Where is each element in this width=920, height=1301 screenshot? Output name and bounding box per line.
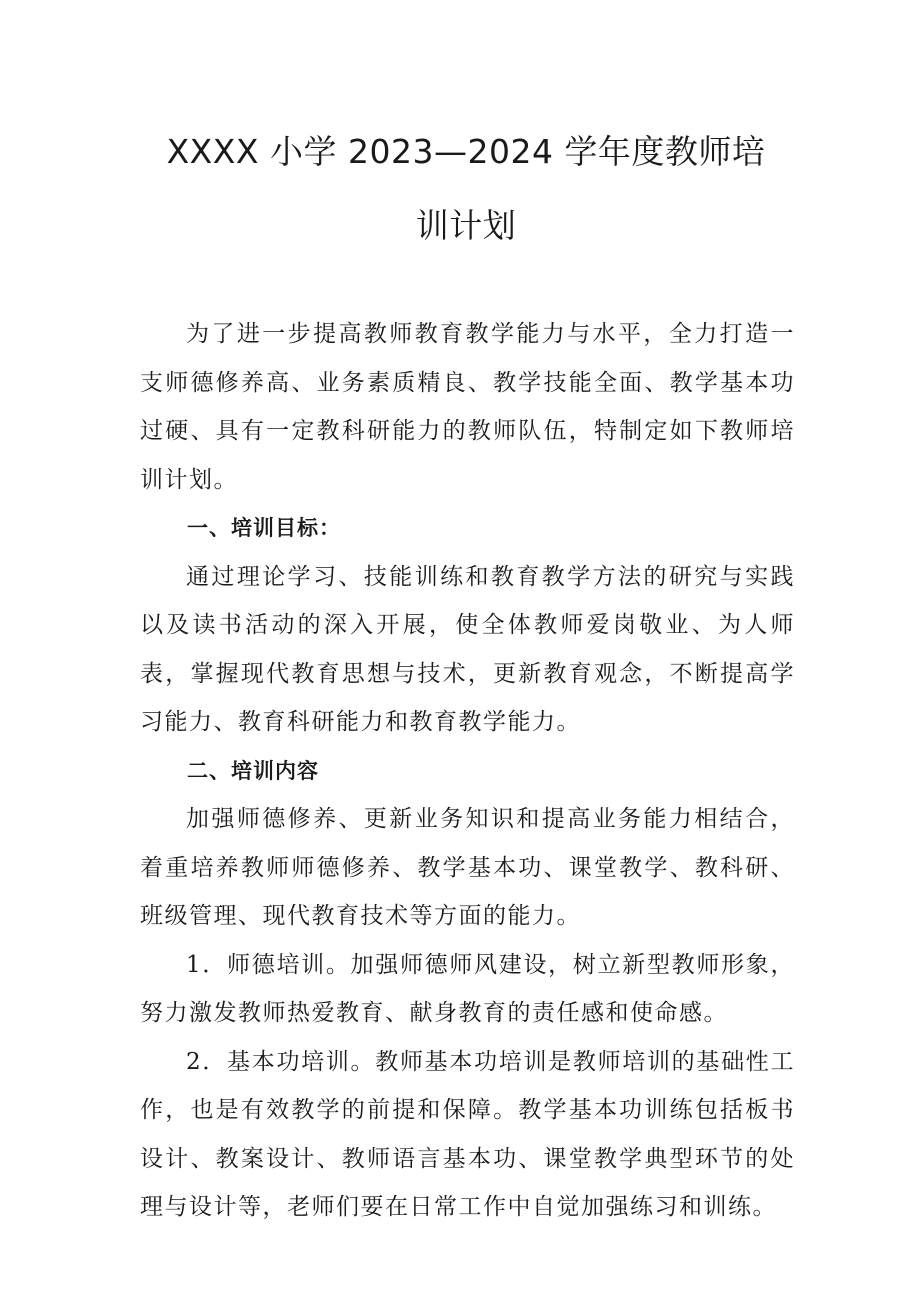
- section1-heading: 一、培训目标：: [187, 516, 341, 540]
- document-body: [140, 310, 795, 1232]
- item2-paragraph: 2．基本功培训。教师基本功培训是教师培训的基础性工作，也是有效教学的前提和保障。教学基本功训练包括板书设计、教案设计、教师语言基本功、课堂教学典型环节的处理与设计等，老师们要在日常工作中自觉加强练习和训练。: [140, 1048, 795, 1220]
- section2-heading: 二、培训内容: [187, 758, 319, 783]
- section2-paragraph: 加强师德修养、更新业务知识和提高业务能力相结合，着重培养教师师德修养、教学基本功、课堂教学、教科研、班级管理、现代教育技术等方面的能力。: [140, 806, 795, 929]
- document-title-line1: XXXX 小学 2023—2024 学年度教师培: [166, 132, 766, 171]
- item1-paragraph: 1．师德培训。加强师德师风建设，树立新型教师形象，努力激发教师热爱教育、献身教育的责任感和使命感。: [140, 951, 795, 1026]
- section1-paragraph: 通过理论学习、技能训练和教育教学方法的研究与实践以及读书活动的深入开展，使全体教师爱岗敬业、为人师表，掌握现代教育思想与技术，更新教育观念，不断提高学习能力、教育科研能力和教育教学能力。: [140, 563, 795, 735]
- intro-paragraph: 为了进一步提高教师教育教学能力与水平，全力打造一支师德修养高、业务素质精良、教学技能全面、教学基本功过硬、具有一定教科研能力的教师队伍，特制定如下教师培训计划。: [140, 321, 795, 493]
- document-title-line2: 训计划: [415, 206, 517, 245]
